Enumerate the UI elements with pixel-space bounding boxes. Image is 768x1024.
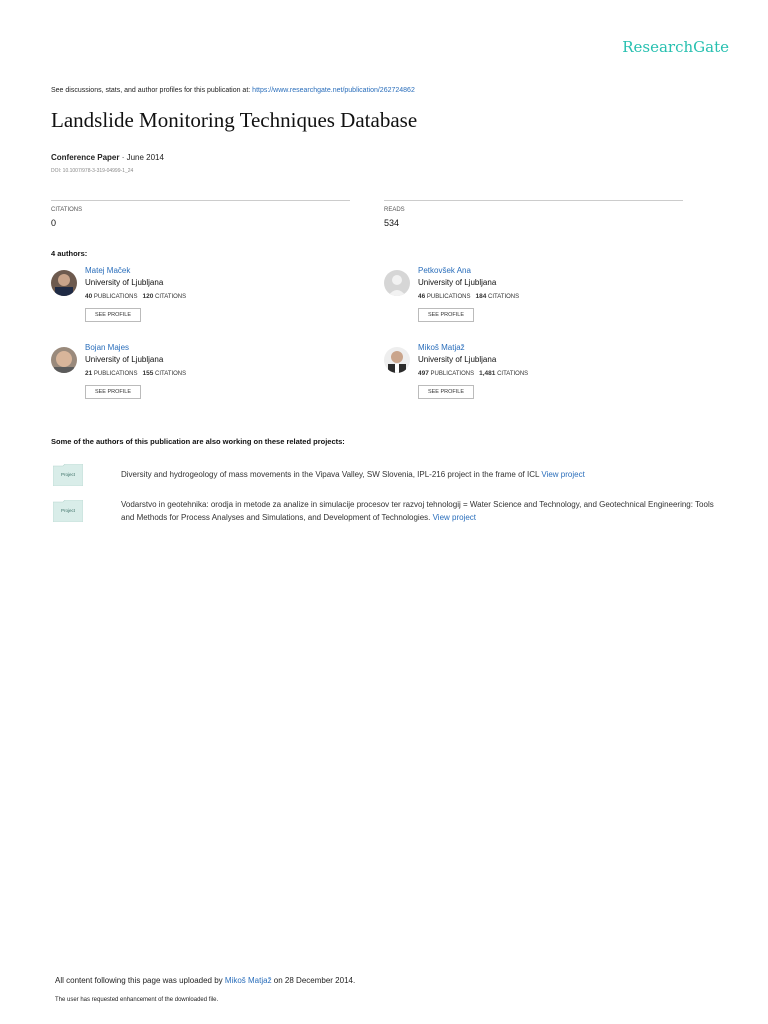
- author-affiliation: University of Ljubljana: [418, 278, 497, 287]
- paper-doi: DOI: 10.1007/978-3-319-04999-1_24: [51, 168, 134, 174]
- authors-heading: 4 authors:: [51, 249, 88, 258]
- see-profile-button[interactable]: SEE PROFILE: [85, 308, 141, 322]
- publications-count: 497: [418, 370, 429, 377]
- author-metrics: [418, 293, 519, 300]
- discussion-prefix: See discussions, stats, and author profiles for this publication at:: [51, 87, 253, 94]
- publications-count: 21: [85, 370, 93, 377]
- citations-label: CITATIONS: [155, 294, 187, 300]
- citations-value: 0: [51, 218, 57, 228]
- see-profile-button[interactable]: SEE PROFILE: [85, 385, 141, 399]
- author-avatar[interactable]: [51, 270, 77, 296]
- upload-suffix: on 28 December 2014.: [271, 976, 356, 985]
- view-project-link[interactable]: View project: [541, 470, 585, 479]
- paper-title: Landslide Monitoring Techniques Database: [51, 108, 418, 132]
- author-card: [384, 266, 664, 342]
- author-metrics: [85, 370, 186, 377]
- author-name-link[interactable]: Bojan Majes: [85, 343, 130, 352]
- publications-label: PUBLICATIONS: [93, 371, 138, 377]
- citations-label: CITATIONS: [488, 294, 520, 300]
- uploader-link[interactable]: Mikoš Matjaž: [224, 976, 272, 985]
- citations-count: 120: [142, 293, 154, 300]
- upload-prefix: All content following this page was uploaded by: [55, 976, 225, 985]
- project-item: [121, 498, 721, 524]
- reads-value: 534: [384, 218, 400, 228]
- publications-label: PUBLICATIONS: [426, 294, 471, 300]
- citations-count: 184: [475, 293, 487, 300]
- paper-type: Conference Paper: [51, 153, 120, 162]
- publication-url-link[interactable]: https://www.researchgate.net/publication/262724862: [252, 87, 415, 94]
- citations-label: CITATIONS: [51, 207, 83, 213]
- reads-stat: [384, 200, 683, 228]
- author-name-link[interactable]: Matej Maček: [85, 266, 131, 275]
- see-profile-button[interactable]: SEE PROFILE: [418, 385, 474, 399]
- researchgate-logo[interactable]: ResearchGate: [622, 38, 729, 56]
- author-metrics: [418, 370, 528, 377]
- project-icon-label: Project: [60, 472, 75, 477]
- author-affiliation: University of Ljubljana: [85, 278, 164, 287]
- citations-count: 155: [142, 370, 154, 377]
- project-icon-label: Project: [60, 508, 75, 513]
- project-item: [121, 468, 721, 481]
- citations-label: CITATIONS: [155, 371, 187, 377]
- default-avatar-icon[interactable]: [384, 270, 410, 296]
- author-name-link[interactable]: Petkovšek Ana: [418, 266, 471, 275]
- publications-label: PUBLICATIONS: [93, 294, 138, 300]
- author-card: [51, 266, 331, 342]
- project-description: Diversity and hydrogeology of mass movements in the Vipava Valley, SW Slovenia, IPL-216 project in the frame of ICL: [121, 470, 542, 479]
- enhancement-note: The user has requested enhancement of the downloaded file.: [55, 997, 219, 1003]
- author-avatar[interactable]: [384, 347, 410, 373]
- publications-count: 40: [85, 293, 93, 300]
- see-profile-button[interactable]: SEE PROFILE: [418, 308, 474, 322]
- view-project-link[interactable]: View project: [432, 513, 477, 522]
- publications-count: 46: [418, 293, 426, 300]
- paper-type-line: [51, 153, 164, 162]
- author-card: [51, 343, 331, 419]
- project-folder-icon[interactable]: [53, 464, 83, 486]
- author-metrics: [85, 293, 186, 300]
- author-name-link[interactable]: Mikoš Matjaž: [418, 343, 465, 352]
- related-projects-heading: Some of the authors of this publication are also working on these related projects:: [51, 437, 345, 446]
- discussion-line: [51, 87, 415, 94]
- citations-stat: [51, 200, 350, 228]
- citations-label: CITATIONS: [497, 371, 529, 377]
- reads-label: READS: [384, 207, 405, 213]
- author-card: [384, 343, 664, 419]
- author-affiliation: University of Ljubljana: [85, 355, 164, 364]
- paper-date: · June 2014: [119, 153, 164, 162]
- publications-label: PUBLICATIONS: [430, 371, 475, 377]
- upload-note: [55, 976, 355, 985]
- author-avatar[interactable]: [51, 347, 77, 373]
- citations-count: 1,481: [479, 370, 496, 377]
- author-affiliation: University of Ljubljana: [418, 355, 497, 364]
- project-folder-icon[interactable]: [53, 500, 83, 522]
- project-description: Vodarstvo in geotehnika: orodja in metode za analize in simulacije procesov ter razvoj tehnologij = Water Science and Technology, and Geotechnical Engineering: Tools and Methods for Process Analyses and Simulations, and Development of Technologies.: [121, 500, 714, 522]
